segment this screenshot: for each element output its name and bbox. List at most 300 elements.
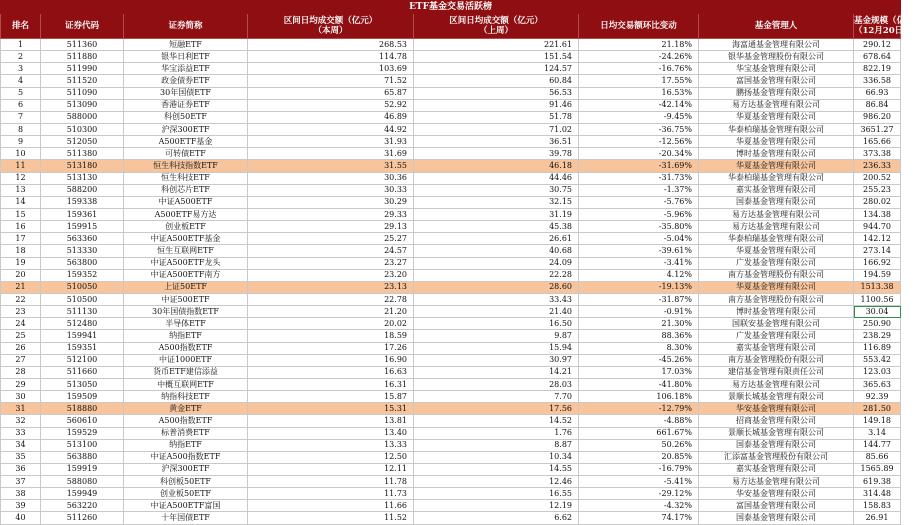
table-row[interactable]: [1, 184, 901, 196]
cell-code[interactable]: 159509: [41, 391, 124, 403]
cell-last-week[interactable]: 1.76: [414, 427, 579, 439]
cell-code[interactable]: 563360: [41, 233, 124, 245]
cell-this-week[interactable]: 21.20: [248, 306, 414, 318]
cell-rank[interactable]: 34: [1, 439, 41, 451]
cell-this-week[interactable]: 20.02: [248, 318, 414, 330]
cell-code[interactable]: 512050: [41, 136, 124, 148]
cell-manager[interactable]: 广发基金管理有限公司: [699, 330, 854, 342]
cell-change[interactable]: 17.55%: [579, 75, 699, 87]
cell-manager[interactable]: 南方基金管理股份有限公司: [699, 269, 854, 281]
cell-this-week[interactable]: 268.53: [248, 39, 414, 51]
cell-manager[interactable]: 富国基金管理有限公司: [699, 75, 854, 87]
cell-manager[interactable]: 鹏扬基金管理有限公司: [699, 87, 854, 99]
header-name[interactable]: 证券简称: [124, 14, 248, 39]
cell-code[interactable]: 159352: [41, 269, 124, 281]
cell-change[interactable]: -5.76%: [579, 196, 699, 208]
cell-scale[interactable]: 92.39: [854, 391, 901, 403]
cell-scale[interactable]: 3.14: [854, 427, 901, 439]
cell-code[interactable]: 511660: [41, 366, 124, 378]
cell-name[interactable]: 科创50ETF: [124, 111, 248, 123]
cell-rank[interactable]: 40: [1, 512, 41, 524]
cell-scale[interactable]: 1565.89: [854, 463, 901, 475]
cell-name[interactable]: A500ETF基金: [124, 136, 248, 148]
cell-name[interactable]: 30年国债指数ETF: [124, 306, 248, 318]
cell-scale[interactable]: 158.83: [854, 500, 901, 512]
table-row[interactable]: [1, 415, 901, 427]
cell-this-week[interactable]: 30.33: [248, 184, 414, 196]
cell-name[interactable]: 货币ETF建信添益: [124, 366, 248, 378]
cell-scale[interactable]: 250.90: [854, 318, 901, 330]
cell-manager[interactable]: 易方达基金管理有限公司: [699, 221, 854, 233]
cell-rank[interactable]: 1: [1, 39, 41, 51]
cell-this-week[interactable]: 23.20: [248, 269, 414, 281]
cell-this-week[interactable]: 23.13: [248, 281, 414, 293]
cell-name[interactable]: 短融ETF: [124, 39, 248, 51]
cell-rank[interactable]: 35: [1, 451, 41, 463]
cell-code[interactable]: 159941: [41, 330, 124, 342]
cell-manager[interactable]: 招商基金管理有限公司: [699, 415, 854, 427]
cell-last-week[interactable]: 45.38: [414, 221, 579, 233]
cell-rank[interactable]: 18: [1, 245, 41, 257]
cell-rank[interactable]: 32: [1, 415, 41, 427]
cell-manager[interactable]: 建信基金管理有限责任公司: [699, 366, 854, 378]
cell-change[interactable]: -4.88%: [579, 415, 699, 427]
cell-last-week[interactable]: 15.94: [414, 342, 579, 354]
cell-manager[interactable]: 嘉实基金管理有限公司: [699, 184, 854, 196]
cell-last-week[interactable]: 91.46: [414, 99, 579, 111]
cell-name[interactable]: 中概互联网ETF: [124, 378, 248, 390]
cell-code[interactable]: 511260: [41, 512, 124, 524]
cell-change[interactable]: -31.87%: [579, 293, 699, 305]
table-row[interactable]: [1, 87, 901, 99]
table-row[interactable]: [1, 111, 901, 123]
cell-scale[interactable]: 986.20: [854, 111, 901, 123]
cell-this-week[interactable]: 11.73: [248, 488, 414, 500]
table-row[interactable]: [1, 330, 901, 342]
cell-name[interactable]: 恒生科技ETF: [124, 172, 248, 184]
cell-this-week[interactable]: 71.52: [248, 75, 414, 87]
cell-manager[interactable]: 景顺长城基金管理有限公司: [699, 391, 854, 403]
cell-name[interactable]: 半导体ETF: [124, 318, 248, 330]
cell-rank[interactable]: 31: [1, 403, 41, 415]
cell-scale[interactable]: 194.59: [854, 269, 901, 281]
cell-name[interactable]: 创业板50ETF: [124, 488, 248, 500]
table-row[interactable]: [1, 427, 901, 439]
cell-this-week[interactable]: 114.78: [248, 51, 414, 63]
cell-this-week[interactable]: 13.33: [248, 439, 414, 451]
cell-last-week[interactable]: 36.51: [414, 136, 579, 148]
cell-rank[interactable]: 2: [1, 51, 41, 63]
cell-rank[interactable]: 25: [1, 330, 41, 342]
cell-code[interactable]: 560610: [41, 415, 124, 427]
table-row[interactable]: [1, 512, 901, 524]
cell-manager[interactable]: 华泰柏瑞基金管理有限公司: [699, 172, 854, 184]
cell-this-week[interactable]: 18.59: [248, 330, 414, 342]
cell-name[interactable]: 中证A500ETF南方: [124, 269, 248, 281]
table-row[interactable]: [1, 269, 901, 281]
cell-rank[interactable]: 27: [1, 354, 41, 366]
cell-last-week[interactable]: 40.68: [414, 245, 579, 257]
cell-name[interactable]: 恒生科技指数ETF: [124, 160, 248, 172]
cell-change[interactable]: 661.67%: [579, 427, 699, 439]
cell-scale[interactable]: 944.70: [854, 221, 901, 233]
table-row[interactable]: [1, 208, 901, 220]
cell-this-week[interactable]: 11.78: [248, 476, 414, 488]
cell-change[interactable]: 20.85%: [579, 451, 699, 463]
table-row[interactable]: [1, 293, 901, 305]
cell-manager[interactable]: 华泰柏瑞基金管理有限公司: [699, 123, 854, 135]
table-row[interactable]: [1, 318, 901, 330]
cell-this-week[interactable]: 24.57: [248, 245, 414, 257]
cell-rank[interactable]: 3: [1, 63, 41, 75]
cell-change[interactable]: -45.26%: [579, 354, 699, 366]
cell-change[interactable]: 4.12%: [579, 269, 699, 281]
cell-code[interactable]: 588200: [41, 184, 124, 196]
cell-last-week[interactable]: 28.60: [414, 281, 579, 293]
cell-change[interactable]: -5.04%: [579, 233, 699, 245]
cell-scale[interactable]: 134.38: [854, 208, 901, 220]
cell-name[interactable]: 华宝添益ETF: [124, 63, 248, 75]
table-row[interactable]: [1, 51, 901, 63]
cell-change[interactable]: -36.75%: [579, 123, 699, 135]
cell-rank[interactable]: 28: [1, 366, 41, 378]
cell-name[interactable]: 沪深300ETF: [124, 123, 248, 135]
header-rank[interactable]: 排名: [1, 14, 41, 39]
cell-code[interactable]: 159338: [41, 196, 124, 208]
cell-this-week[interactable]: 12.11: [248, 463, 414, 475]
cell-this-week[interactable]: 11.66: [248, 500, 414, 512]
header-change[interactable]: 日均交易额环比变动: [579, 14, 699, 39]
cell-scale[interactable]: 200.52: [854, 172, 901, 184]
cell-change[interactable]: -12.56%: [579, 136, 699, 148]
cell-scale[interactable]: 66.93: [854, 87, 901, 99]
cell-manager[interactable]: 华夏基金管理有限公司: [699, 245, 854, 257]
cell-change[interactable]: -42.14%: [579, 99, 699, 111]
cell-this-week[interactable]: 103.69: [248, 63, 414, 75]
cell-change[interactable]: -5.41%: [579, 476, 699, 488]
cell-rank[interactable]: 30: [1, 391, 41, 403]
cell-rank[interactable]: 12: [1, 172, 41, 184]
table-row[interactable]: [1, 354, 901, 366]
cell-manager[interactable]: 南方基金管理股份有限公司: [699, 354, 854, 366]
cell-name[interactable]: 中证A500指数ETF: [124, 451, 248, 463]
cell-change[interactable]: -4.32%: [579, 500, 699, 512]
cell-change[interactable]: -39.61%: [579, 245, 699, 257]
cell-scale[interactable]: 26.91: [854, 512, 901, 524]
cell-change[interactable]: -12.79%: [579, 403, 699, 415]
cell-manager[interactable]: 华泰柏瑞基金管理有限公司: [699, 233, 854, 245]
cell-scale[interactable]: 822.19: [854, 63, 901, 75]
table-row[interactable]: [1, 451, 901, 463]
cell-this-week[interactable]: 15.31: [248, 403, 414, 415]
table-row[interactable]: [1, 378, 901, 390]
cell-scale[interactable]: 86.84: [854, 99, 901, 111]
cell-name[interactable]: 纳指ETF: [124, 439, 248, 451]
cell-code[interactable]: 159351: [41, 342, 124, 354]
cell-change[interactable]: -31.69%: [579, 160, 699, 172]
cell-rank[interactable]: 19: [1, 257, 41, 269]
cell-rank[interactable]: 5: [1, 87, 41, 99]
cell-rank[interactable]: 13: [1, 184, 41, 196]
cell-last-week[interactable]: 10.34: [414, 451, 579, 463]
table-row[interactable]: [1, 148, 901, 160]
cell-scale[interactable]: 144.77: [854, 439, 901, 451]
cell-name[interactable]: A500指数ETF: [124, 415, 248, 427]
cell-name[interactable]: 恒生互联网ETF: [124, 245, 248, 257]
cell-scale[interactable]: 236.33: [854, 160, 901, 172]
table-row[interactable]: [1, 257, 901, 269]
table-row[interactable]: [1, 500, 901, 512]
cell-scale[interactable]: 165.66: [854, 136, 901, 148]
cell-name[interactable]: 黄金ETF: [124, 403, 248, 415]
cell-scale[interactable]: 255.23: [854, 184, 901, 196]
table-row[interactable]: [1, 306, 901, 318]
table-row[interactable]: [1, 476, 901, 488]
cell-last-week[interactable]: 56.53: [414, 87, 579, 99]
cell-scale[interactable]: 553.42: [854, 354, 901, 366]
cell-scale[interactable]: 116.89: [854, 342, 901, 354]
cell-this-week[interactable]: 16.31: [248, 378, 414, 390]
cell-name[interactable]: 银华日利ETF: [124, 51, 248, 63]
cell-manager[interactable]: 易方达基金管理有限公司: [699, 378, 854, 390]
cell-name[interactable]: 标普消费ETF: [124, 427, 248, 439]
table-row[interactable]: [1, 366, 901, 378]
table-row[interactable]: [1, 221, 901, 233]
cell-last-week[interactable]: 24.09: [414, 257, 579, 269]
cell-change[interactable]: -3.41%: [579, 257, 699, 269]
cell-name[interactable]: 纳指ETF: [124, 330, 248, 342]
cell-last-week[interactable]: 14.55: [414, 463, 579, 475]
cell-rank[interactable]: 21: [1, 281, 41, 293]
cell-rank[interactable]: 36: [1, 463, 41, 475]
cell-last-week[interactable]: 39.78: [414, 148, 579, 160]
cell-rank[interactable]: 26: [1, 342, 41, 354]
cell-scale[interactable]: 123.03: [854, 366, 901, 378]
cell-rank[interactable]: 39: [1, 500, 41, 512]
cell-scale[interactable]: 273.14: [854, 245, 901, 257]
cell-last-week[interactable]: 12.46: [414, 476, 579, 488]
cell-code[interactable]: 513050: [41, 378, 124, 390]
cell-code[interactable]: 512100: [41, 354, 124, 366]
table-row[interactable]: [1, 463, 901, 475]
cell-last-week[interactable]: 32.15: [414, 196, 579, 208]
cell-manager[interactable]: 国泰基金管理有限公司: [699, 439, 854, 451]
table-row[interactable]: [1, 245, 901, 257]
cell-manager[interactable]: 景顺长城基金管理有限公司: [699, 427, 854, 439]
cell-code[interactable]: 513130: [41, 172, 124, 184]
cell-code[interactable]: 510500: [41, 293, 124, 305]
cell-scale[interactable]: 30.04: [854, 306, 901, 318]
table-row[interactable]: [1, 439, 901, 451]
cell-code[interactable]: 563880: [41, 451, 124, 463]
cell-scale[interactable]: 85.66: [854, 451, 901, 463]
cell-last-week[interactable]: 151.54: [414, 51, 579, 63]
cell-this-week[interactable]: 44.92: [248, 123, 414, 135]
cell-name[interactable]: 创业板ETF: [124, 221, 248, 233]
cell-rank[interactable]: 23: [1, 306, 41, 318]
cell-manager[interactable]: 嘉实基金管理有限公司: [699, 463, 854, 475]
cell-scale[interactable]: 314.48: [854, 488, 901, 500]
table-row[interactable]: [1, 391, 901, 403]
cell-rank[interactable]: 22: [1, 293, 41, 305]
table-row[interactable]: [1, 39, 901, 51]
cell-manager[interactable]: 国泰基金管理有限公司: [699, 196, 854, 208]
cell-manager[interactable]: 嘉实基金管理有限公司: [699, 342, 854, 354]
table-row[interactable]: [1, 99, 901, 111]
cell-code[interactable]: 510300: [41, 123, 124, 135]
cell-name[interactable]: 可转债ETF: [124, 148, 248, 160]
cell-name[interactable]: 30年国债ETF: [124, 87, 248, 99]
cell-rank[interactable]: 8: [1, 123, 41, 135]
cell-change[interactable]: -29.12%: [579, 488, 699, 500]
cell-this-week[interactable]: 31.69: [248, 148, 414, 160]
cell-rank[interactable]: 6: [1, 99, 41, 111]
cell-change[interactable]: 8.30%: [579, 342, 699, 354]
cell-scale[interactable]: 1513.38: [854, 281, 901, 293]
table-row[interactable]: [1, 196, 901, 208]
table-row[interactable]: [1, 75, 901, 87]
cell-rank[interactable]: 20: [1, 269, 41, 281]
cell-this-week[interactable]: 12.50: [248, 451, 414, 463]
cell-change[interactable]: -9.45%: [579, 111, 699, 123]
cell-last-week[interactable]: 17.56: [414, 403, 579, 415]
cell-this-week[interactable]: 30.36: [248, 172, 414, 184]
cell-last-week[interactable]: 71.02: [414, 123, 579, 135]
cell-manager[interactable]: 富国基金管理有限公司: [699, 500, 854, 512]
cell-name[interactable]: 纳指科技ETF: [124, 391, 248, 403]
header-last-week[interactable]: [414, 14, 579, 39]
cell-rank[interactable]: 16: [1, 221, 41, 233]
cell-change[interactable]: -24.26%: [579, 51, 699, 63]
cell-rank[interactable]: 14: [1, 196, 41, 208]
cell-last-week[interactable]: 28.03: [414, 378, 579, 390]
cell-name[interactable]: 政金债券ETF: [124, 75, 248, 87]
cell-code[interactable]: 159915: [41, 221, 124, 233]
cell-code[interactable]: 513180: [41, 160, 124, 172]
cell-scale[interactable]: 678.64: [854, 51, 901, 63]
cell-change[interactable]: -31.73%: [579, 172, 699, 184]
cell-code[interactable]: 563800: [41, 257, 124, 269]
cell-this-week[interactable]: 15.87: [248, 391, 414, 403]
cell-code[interactable]: 511520: [41, 75, 124, 87]
cell-name[interactable]: 科创板50ETF: [124, 476, 248, 488]
cell-this-week[interactable]: 65.87: [248, 87, 414, 99]
cell-name[interactable]: 上证50ETF: [124, 281, 248, 293]
table-row[interactable]: [1, 160, 901, 172]
cell-last-week[interactable]: 46.18: [414, 160, 579, 172]
cell-manager[interactable]: 易方达基金管理有限公司: [699, 208, 854, 220]
cell-change[interactable]: 88.36%: [579, 330, 699, 342]
cell-code[interactable]: 511880: [41, 51, 124, 63]
table-row[interactable]: [1, 123, 901, 135]
cell-rank[interactable]: 10: [1, 148, 41, 160]
cell-code[interactable]: 511360: [41, 39, 124, 51]
cell-last-week[interactable]: 9.87: [414, 330, 579, 342]
cell-code[interactable]: 511090: [41, 87, 124, 99]
cell-code[interactable]: 159949: [41, 488, 124, 500]
header-code[interactable]: 证券代码: [41, 14, 124, 39]
cell-manager[interactable]: 华夏基金管理有限公司: [699, 281, 854, 293]
cell-scale[interactable]: 281.50: [854, 403, 901, 415]
cell-rank[interactable]: 4: [1, 75, 41, 87]
cell-manager[interactable]: 华宝基金管理有限公司: [699, 63, 854, 75]
cell-code[interactable]: 513090: [41, 99, 124, 111]
cell-scale[interactable]: 365.63: [854, 378, 901, 390]
cell-rank[interactable]: 24: [1, 318, 41, 330]
cell-last-week[interactable]: 12.19: [414, 500, 579, 512]
cell-name[interactable]: A500ETF易方达: [124, 208, 248, 220]
cell-this-week[interactable]: 29.13: [248, 221, 414, 233]
cell-change[interactable]: -20.34%: [579, 148, 699, 160]
cell-last-week[interactable]: 7.70: [414, 391, 579, 403]
cell-scale[interactable]: 142.12: [854, 233, 901, 245]
cell-change[interactable]: -0.91%: [579, 306, 699, 318]
cell-last-week[interactable]: 22.28: [414, 269, 579, 281]
cell-code[interactable]: 588000: [41, 111, 124, 123]
cell-manager[interactable]: 华安基金管理有限公司: [699, 403, 854, 415]
cell-this-week[interactable]: 22.78: [248, 293, 414, 305]
table-row[interactable]: [1, 63, 901, 75]
cell-manager[interactable]: 国联安基金管理有限公司: [699, 318, 854, 330]
cell-manager[interactable]: 华夏基金管理有限公司: [699, 111, 854, 123]
cell-this-week[interactable]: 31.55: [248, 160, 414, 172]
cell-change[interactable]: -19.13%: [579, 281, 699, 293]
cell-scale[interactable]: 280.02: [854, 196, 901, 208]
cell-this-week[interactable]: 16.63: [248, 366, 414, 378]
cell-last-week[interactable]: 221.61: [414, 39, 579, 51]
cell-scale[interactable]: 373.38: [854, 148, 901, 160]
header-scale[interactable]: [854, 14, 922, 39]
cell-manager[interactable]: 华夏基金管理有限公司: [699, 136, 854, 148]
cell-this-week[interactable]: 25.27: [248, 233, 414, 245]
cell-change[interactable]: -1.37%: [579, 184, 699, 196]
cell-manager[interactable]: 海富通基金管理有限公司: [699, 39, 854, 51]
cell-rank[interactable]: 9: [1, 136, 41, 148]
cell-scale[interactable]: 149.18: [854, 415, 901, 427]
cell-scale[interactable]: 238.29: [854, 330, 901, 342]
table-row[interactable]: [1, 403, 901, 415]
cell-last-week[interactable]: 31.19: [414, 208, 579, 220]
cell-this-week[interactable]: 23.27: [248, 257, 414, 269]
cell-manager[interactable]: 易方达基金管理有限公司: [699, 476, 854, 488]
cell-last-week[interactable]: 26.61: [414, 233, 579, 245]
cell-change[interactable]: 21.30%: [579, 318, 699, 330]
cell-code[interactable]: 518880: [41, 403, 124, 415]
cell-this-week[interactable]: 46.89: [248, 111, 414, 123]
cell-rank[interactable]: 29: [1, 378, 41, 390]
cell-last-week[interactable]: 21.40: [414, 306, 579, 318]
cell-change[interactable]: 50.26%: [579, 439, 699, 451]
cell-change[interactable]: 74.17%: [579, 512, 699, 524]
cell-name[interactable]: 香港证券ETF: [124, 99, 248, 111]
cell-last-week[interactable]: 30.75: [414, 184, 579, 196]
cell-rank[interactable]: 7: [1, 111, 41, 123]
table-row[interactable]: [1, 488, 901, 500]
cell-rank[interactable]: 38: [1, 488, 41, 500]
cell-manager[interactable]: 银华基金管理股份有限公司: [699, 51, 854, 63]
cell-this-week[interactable]: 17.26: [248, 342, 414, 354]
cell-scale[interactable]: 336.58: [854, 75, 901, 87]
cell-rank[interactable]: 11: [1, 160, 41, 172]
cell-scale[interactable]: 166.92: [854, 257, 901, 269]
cell-name[interactable]: 科创芯片ETF: [124, 184, 248, 196]
cell-last-week[interactable]: 8.87: [414, 439, 579, 451]
cell-code[interactable]: 511130: [41, 306, 124, 318]
cell-rank[interactable]: 33: [1, 427, 41, 439]
table-row[interactable]: [1, 233, 901, 245]
cell-code[interactable]: 510050: [41, 281, 124, 293]
cell-change[interactable]: 106.18%: [579, 391, 699, 403]
